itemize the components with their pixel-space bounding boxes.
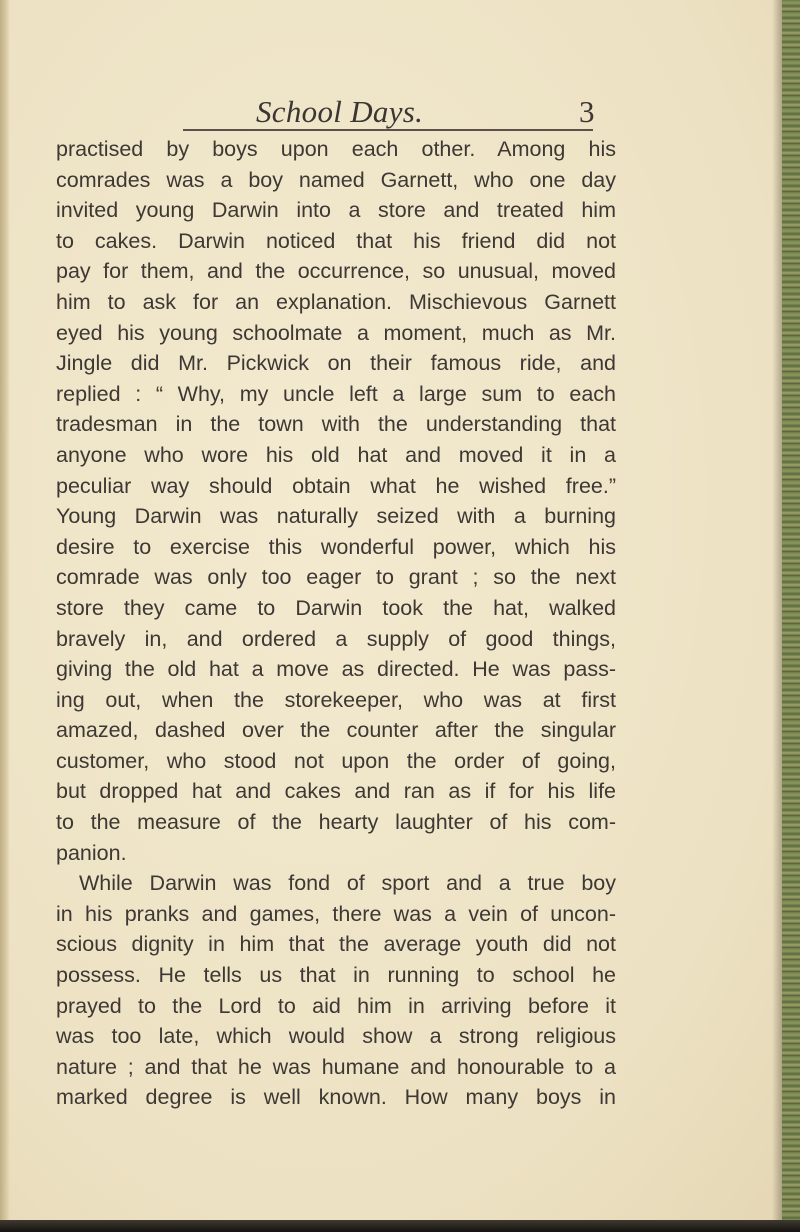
running-head: School Days.: [256, 94, 424, 129]
text-line: comrade was only too eager to grant ; so the next: [56, 565, 616, 590]
header-rule: [183, 129, 593, 131]
text-line: giving the old hat a move as directed. He was pass-: [56, 657, 616, 682]
text-line: peculiar way should obtain what he wished free.”: [56, 473, 616, 498]
text-line: practised by boys upon each other. Among his: [56, 137, 616, 161]
page-bottom-edge: [0, 1220, 800, 1232]
text-line: him to ask for an explanation. Mischievous Garnett: [56, 289, 616, 314]
text-line: desire to exercise this wonderful power, which his: [56, 534, 616, 559]
text-line: nature ; and that he was humane and honourable to a: [56, 1054, 616, 1079]
text-line: scious dignity in him that the average youth did not: [56, 932, 616, 957]
text-line: to cakes. Darwin noticed that his friend did not: [56, 228, 616, 253]
text-line: While Darwin was fond of sport and a true boy: [79, 871, 616, 896]
text-line: comrades was a boy named Garnett, who one day: [56, 167, 616, 192]
text-line: store they came to Darwin took the hat, walked: [56, 595, 616, 620]
text-line: anyone who wore his old hat and moved it in a: [56, 442, 616, 467]
text-line: to the measure of the hearty laughter of his com-: [56, 810, 616, 835]
page-left-edge: [0, 0, 10, 1232]
text-line: customer, who stood not upon the order of going,: [56, 748, 616, 773]
text-line: eyed his young schoolmate a moment, much as Mr.: [56, 320, 616, 345]
text-line: pay for them, and the occurrence, so unusual, moved: [56, 259, 616, 284]
text-line: ing out, when the storekeeper, who was at first: [56, 687, 616, 712]
text-line: was too late, which would show a strong religious: [56, 1024, 616, 1049]
text-line: in his pranks and games, there was a vein of uncon-: [56, 901, 616, 926]
text-line: marked degree is well known. How many boys in: [56, 1085, 616, 1110]
text-line: Jingle did Mr. Pickwick on their famous ride, and: [56, 351, 616, 376]
text-line: tradesman in the town with the understanding that: [56, 412, 616, 437]
text-line: invited young Darwin into a store and treated him: [56, 198, 616, 223]
text-line: amazed, dashed over the counter after the singular: [56, 718, 616, 743]
body-text: [56, 134, 616, 1113]
page-header: [0, 94, 800, 134]
text-line: bravely in, and ordered a supply of good things,: [56, 626, 616, 651]
book-binding-edge: [782, 0, 800, 1232]
text-line: replied : “ Why, my uncle left a large sum to each: [56, 381, 616, 406]
text-line: panion.: [56, 840, 127, 865]
binding-shadow: [772, 0, 782, 1232]
text-line: but dropped hat and cakes and ran as if for his life: [56, 779, 616, 804]
text-line: Young Darwin was naturally seized with a burning: [56, 504, 616, 529]
text-line: possess. He tells us that in running to school he: [56, 963, 616, 988]
text-line: prayed to the Lord to aid him in arriving before it: [56, 993, 616, 1018]
page-number: 3: [579, 94, 595, 129]
